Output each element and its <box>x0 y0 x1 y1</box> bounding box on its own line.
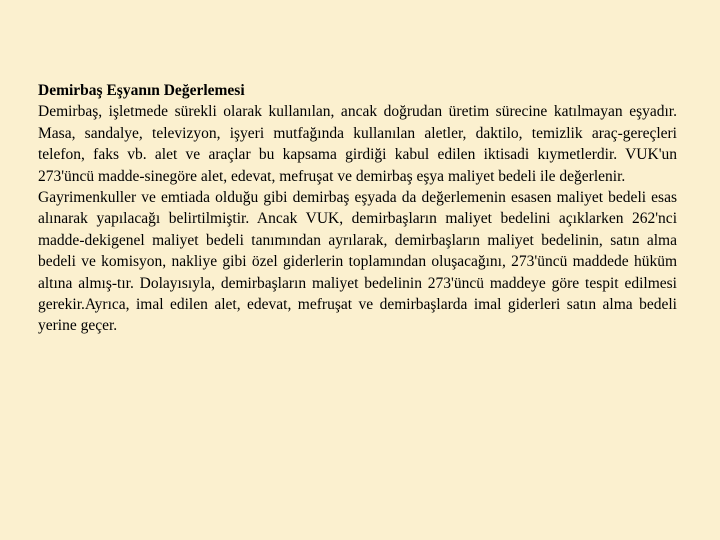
paragraph-definition: Demirbaş, işletmede sürekli olarak kullanılan, ancak doğrudan üretim sürecine katılmayan eşyadır. Masa, sandalye, televizyon, işyeri mutfağında kullanılan aletler, daktilo, temizlik araç-gereçleri telefon, faks vb. alet ve araçlar bu kapsama girdiği kabul edilen iktisadi kıymetlerdir. VUK'un 273'üncü madde-sinegöre alet, edevat, mefruşat ve demirbaş eşya maliyet bedeli ile değerlenir. <box>38 103 677 185</box>
paragraph-valuation: Gayrimenkuller ve emtiada olduğu gibi demirbaş eşyada da değerlemenin esasen maliyet bedeli esas alınarak yapılacağı belirtilmiştir. Ancak VUK, demirbaşların maliyet bedelini açıklarken 262'nci madde-dekigenel maliyet bedeli tanımından ayrılarak, demirbaşların maliyet bedelinin, satın alma bedeli ve komisyon, nakliye gibi özel giderlerin toplamından oluşacağını, 273'üncü maddede hüküm altına almış-tır. Dolayısıyla, demirbaşların maliyet bedelinin 273'üncü maddeye göre tespit edilmesi gerekir.Ayrıca, imal edilen alet, edevat, mefruşat ve demirbaşlarda imal giderleri satın alma bedeli yerine geçer. <box>38 189 677 335</box>
text-block <box>38 80 677 337</box>
document-title: Demirbaş Eşyanın Değerlemesi <box>38 82 245 99</box>
